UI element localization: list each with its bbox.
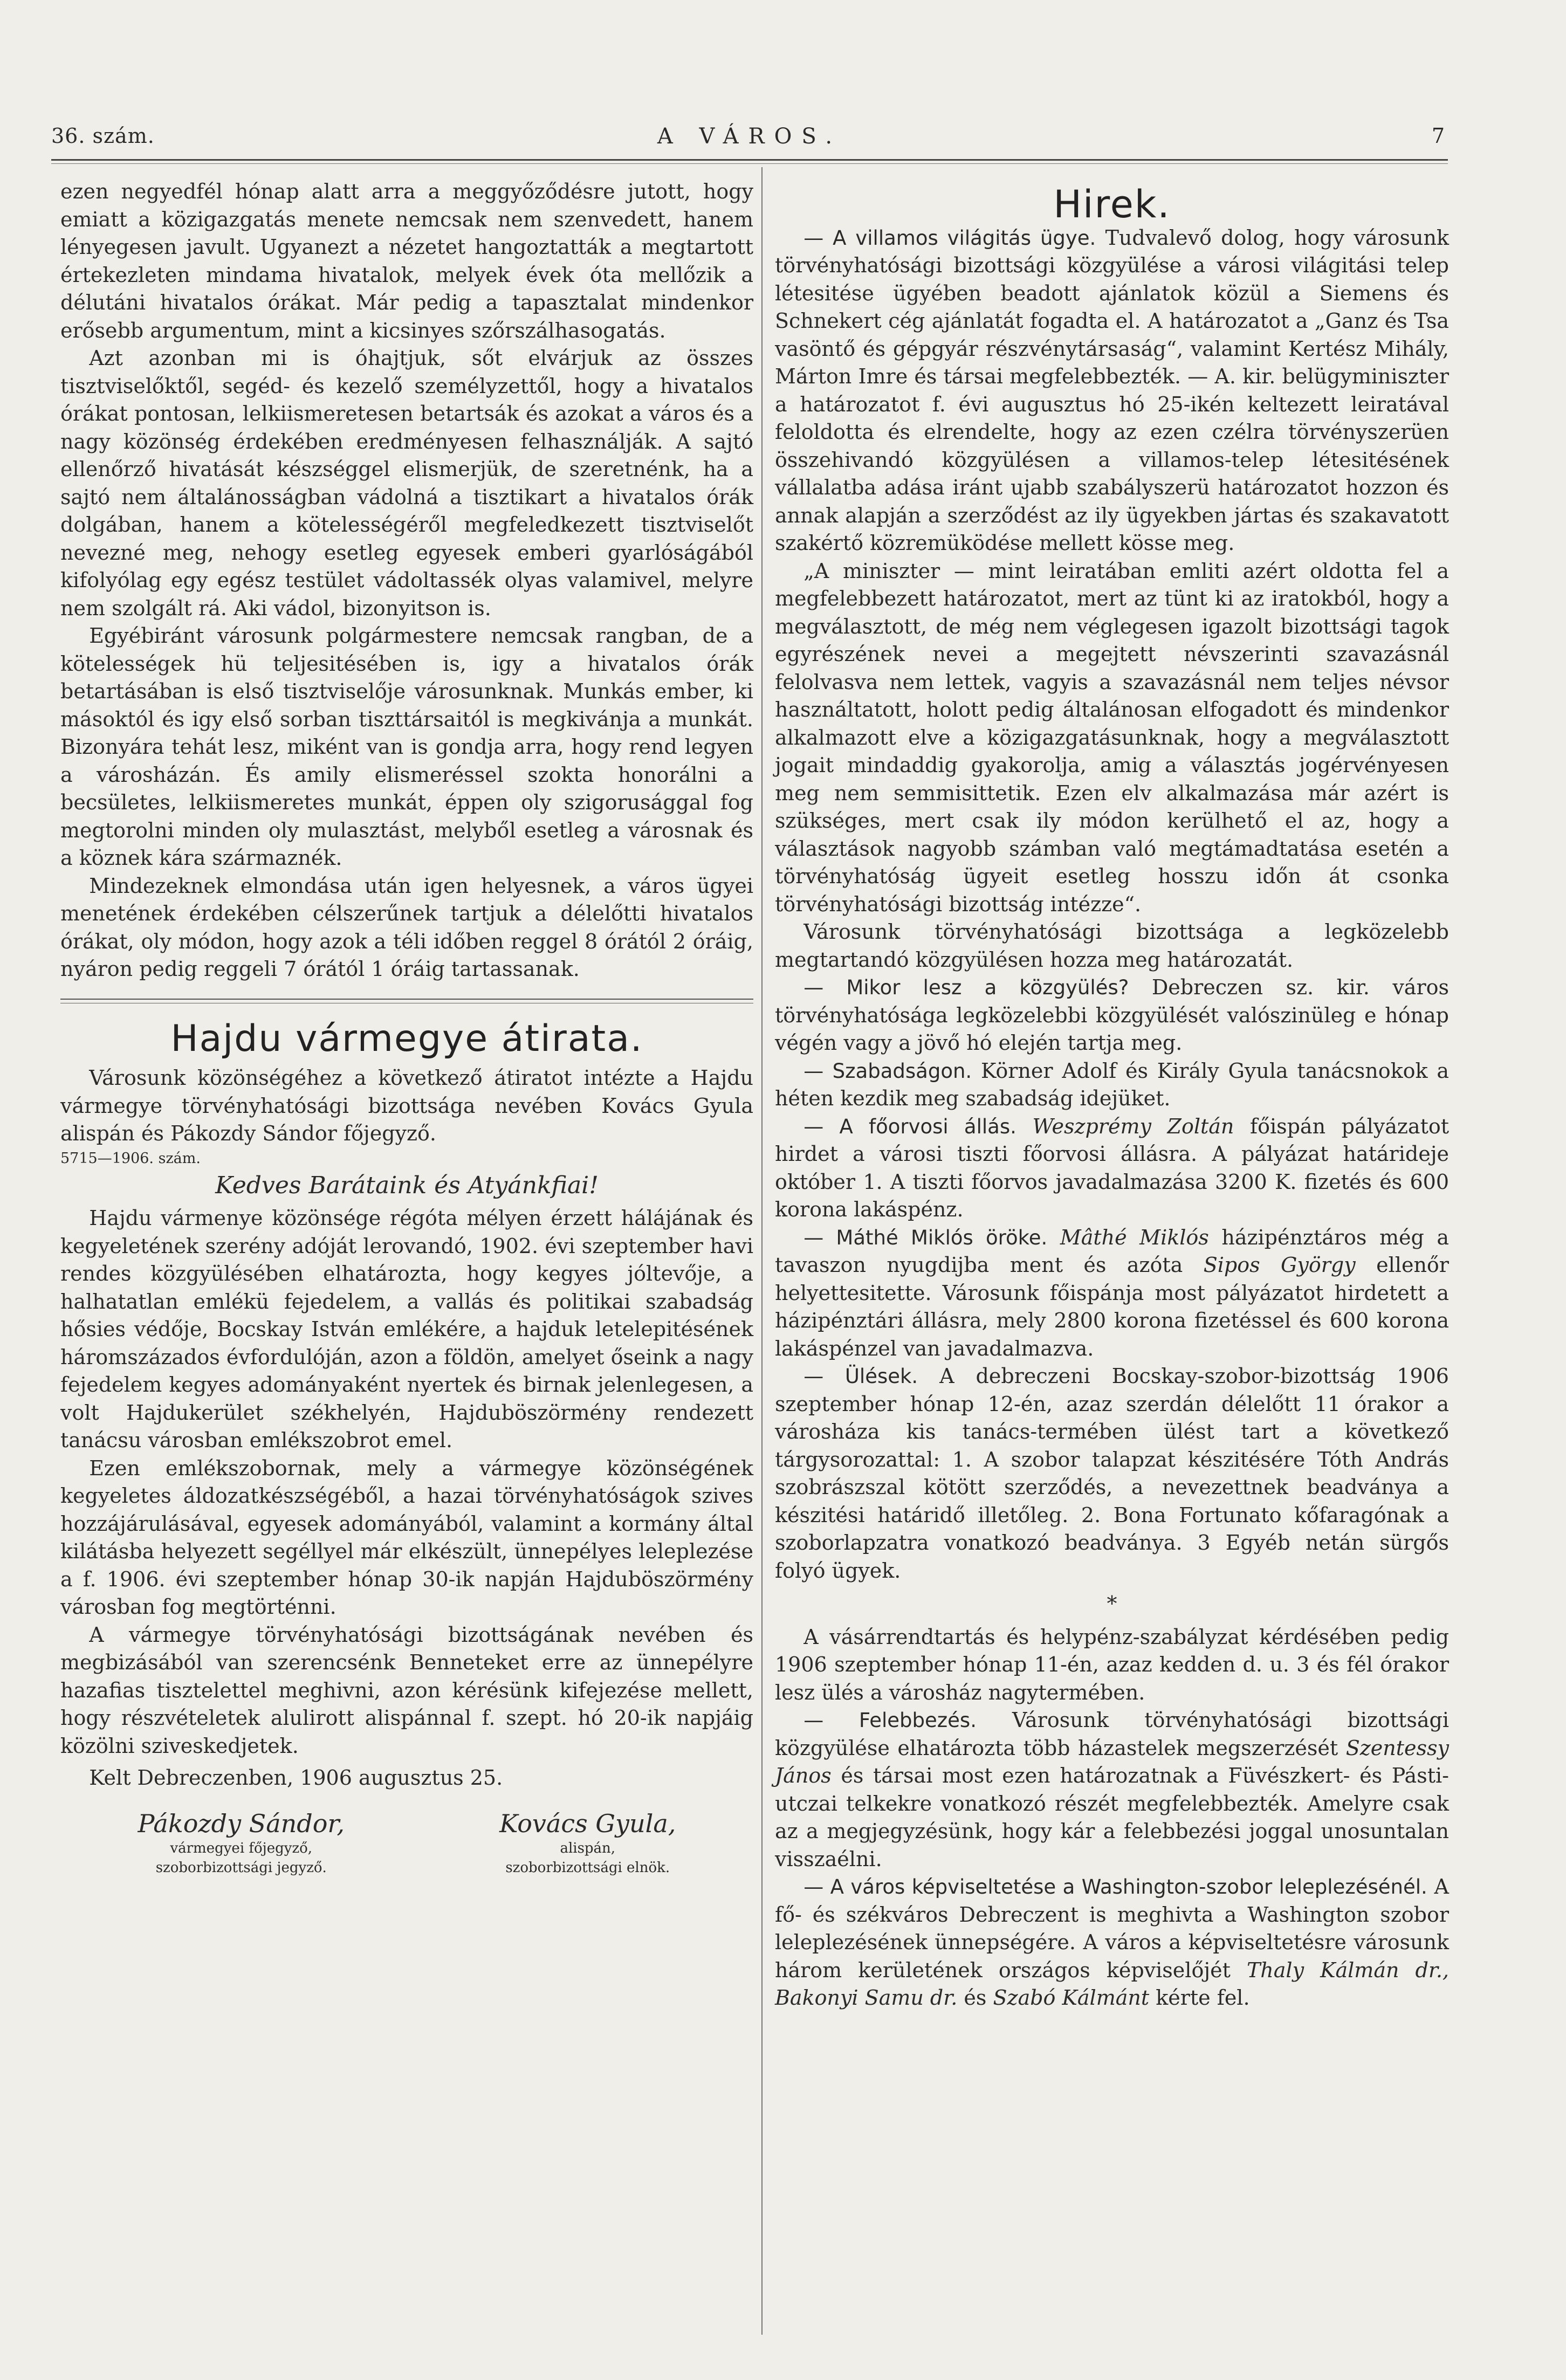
signature-role: szoborbizottsági elnök.	[505, 1859, 670, 1876]
news-heading: — Mikor lesz a közgyülés?	[803, 976, 1129, 999]
article-paragraph: Városunk közönségéhez a következő átiratot intézte a Hajdu vármegye törvényhatósági bizottsága nevében Kovács Gyula alispán és Pákozdy Sándor főjegyző.	[60, 1066, 753, 1145]
news-item-ulesek	[775, 1363, 1449, 1585]
signature-role: szoborbizottsági jegyző.	[155, 1859, 327, 1876]
news-text: ellenőr helyettesitette. Városunk főispánja most pályázatot hirdetett a házipénztári állásra, mely 2800 korona fizetéssel és 600 korona lakáspénzel van javadalmazva.	[775, 1253, 1449, 1360]
person-name: Sipos György	[1203, 1253, 1356, 1277]
article-paragraph: Azt azonban mi is óhajtjuk, sőt elvárjuk az összes tisztviselőktől, segéd- és kezelő személyzettől, hogy a hivatalos órákat pontosan, lelkiismeretesen betartsák és azokat a város és a nagy közönség érdekében eredményesen felhasználják. A sajtó ellenőrző hivatását készséggel elismerjük, de szeretnénk, ha a sajtó nem általánosságban vádolná a tisztikart a hivatalos órák dolgában, hanem a kötelességéről megfeledkezett tisztviselőt nevezné meg, nehogy esetleg egyesek emberi gyarlóságából kifolyólag egy egész testület vádoltassék olyas valamivel, melyre nem szolgált rá. Aki vádol, bizonyitson is.	[60, 346, 753, 620]
section-title-hajdu: Hajdu vármegye átirata.	[170, 1017, 643, 1060]
person-name: Szabó Kálmánt	[993, 1986, 1150, 2010]
news-paragraph: Városunk törvényhatósági bizottsága a legközelebb megtartandó közgyülésen hozza meg határozatát.	[775, 920, 1449, 972]
right-column	[775, 178, 1449, 2012]
news-title: Hirek.	[1053, 182, 1171, 226]
person-name: Weszprémy Zoltán	[1032, 1114, 1234, 1138]
news-paragraph: „A miniszter — mint leiratában emliti azért oldotta fel a megfelebbezett határozatot, mert az tünt ki az iratokból, hogy a megválasztott, de még nem véglegesen igazolt bizottsági tagok egyrészének nevei a megejtett névszerinti szavazásnál felolvasva nem lettek, vagyis a szavazásnál nem teljes névsor használtatott, holott pedig általánosan elfogadott és mindenkor alkalmazott elve a közigazgatásunknak, hogy a megválasztott jogait mindaddig gyakorolja, amig a választás jogérvényesen meg nem semmisittetik. Ezen elv alkalmazása már azért is szükséges, mert csak ily módon kerülhető el az, hogy a választások nagyobb számban való megtámadtatása esetén a törvényhatóság ügyeit esetleg hosszu időn át csonka törvényhatósági bizottság intézze“.	[775, 559, 1449, 916]
signature-name: Kovács Gyula,	[499, 1808, 676, 1838]
article-paragraph: Ezen emlékszobornak, mely a vármegye közönségének kegyeletes áldozatkészségéből, a hazai törvényhatóságok szives hozzájárulásával, egyesek adományából, valamint a kormány által kilátásba helyezett segéllyel már elkészült, ünnepélyes leleplezése a f. 1906. évi szeptember hónap 30-ik napján Hajduböszörmény városban fog megtörténni.	[60, 1456, 753, 1619]
news-heading: — Szabadságon.	[803, 1059, 972, 1083]
news-text: és társai most ezen határozatnak a Füvészkert- és Pásti-utczai telkekre vonatkozó részét megfelebbezték. Amelyre csak az a megjegyzésünk, hogy kár a felebbezési joggal unosuntalan visszaélni.	[775, 1764, 1449, 1871]
article-paragraph: Egyébiránt városunk polgármestere nemcsak rangban, de a kötelességek hü teljesitésében is, igy a hivatalos órák betartásában is első tisztviselője városunknak. Munkás ember, ki másoktól és igy első sorban tiszttársaitól is megkivánja a munkát. Bizonyára tehát lesz, miként van is gondja arra, hogy rend legyen a városházán. És amily elismeréssel szokta honorálni a becsületes, lelkiismeretes munkát, éppen oly szigorusággal fog megtorolni minden oly mulasztást, melyből esetleg a városnak és a köznek kára származnék.	[60, 624, 753, 870]
news-text: A fő- és székváros Debreczent is meghivta a Washington szobor leleplezésének ünnepségére. A város a képviseltetésre városunk három kerületének országos képviselőjét	[775, 1875, 1449, 1982]
signatures	[60, 1808, 753, 1877]
signature-kovacs	[499, 1808, 676, 1877]
page-number: 7	[1431, 124, 1448, 148]
news-item-szabad	[775, 1057, 1449, 1113]
column-divider	[761, 167, 763, 2335]
news-item-mikor	[775, 974, 1449, 1057]
news-text: Tudvalevő dolog, hogy városunk törvényhatósági bizottsági közgyülése a városi világitási telep létesitése ügyében beadott ajánlatok közül a Siemens és Schnekert cég ajánlatát fogadta el. A határozatot a „Ganz és Tsa vasöntő és gépgyár részvénytársaság“, valamint Kertész Mihály, Márton Imre és társai megfelebbezték. — A. kir. belügyminiszter a határozatot f. évi augusztus hó 25-ikén keltezett leiratával feloldotta és elrendelte, hogy az ezen czélra törvényszerüen összehivandó közgyülésen a villamos-telep létesitésének vállalatba adása iránt ujabb szabályszerü határozatot hozzon és annak alapján a szerződést az ily ügyekben jártas és szakavatott szakértő közremüködése mellett kösse meg.	[775, 225, 1449, 555]
news-heading: — Ülések.	[803, 1365, 918, 1388]
page-header	[51, 124, 1448, 162]
signature-role: alispán,	[560, 1840, 616, 1856]
news-text: házipénztáros még a tavaszon nyugdijba ment és azóta	[775, 1225, 1449, 1277]
news-text: Városunk törvényhatósági bizottsági közgyülése elhatározta több házastelek megszerzését	[775, 1708, 1449, 1760]
news-paragraph: A vásárrendtartás és helypénz-szabályzat kérdésében pedig 1906 szeptember hónap 11-én, azaz kedden d. u. 3 és fél órakor lesz ülés a városház nagytermében.	[775, 1625, 1449, 1704]
news-item-villamos	[775, 224, 1449, 558]
newspaper-title: A VÁROS.	[657, 124, 842, 149]
news-heading: — A város képviseltetése a Washington-szobor leleplezésénél.	[803, 1875, 1427, 1899]
news-heading: — A villamos világitás ügye.	[803, 226, 1096, 250]
signature-role: vármegyei főjegyző,	[170, 1840, 313, 1856]
header-rule	[51, 159, 1448, 161]
separator-star: *	[1107, 1592, 1117, 1615]
article-paragraph: Hajdu vármenye közönsége régóta mélyen érzett hálájának és kegyeletének szerény adóját lerovandó, 1902. évi szeptember havi rendes közgyülésében elhatározta, hogy kegyes jóltevője, a halhatatlan emlékü fejedelem, a vallás és politikai szabadság hősies védője, Bocskay István emlékére, a hajduk letelepitésének háromszázados évfordulóján, azon a földön, amelyet őseink a nagy fejedelem kegyes adományaként nyertek és birnak jelenlegesen, a volt Hajdukerület székhelyén, Hajduböszörmény rendezett tanácsu városban emlékszobrot emel.	[60, 1206, 753, 1452]
section-rule	[60, 999, 753, 1000]
person-name: Mâthé Miklós	[1060, 1225, 1209, 1249]
header-rule-thin	[51, 163, 1448, 164]
news-text: Körner Adolf és Király Gyula tanácsnokok a héten kezdik meg szabadság idejüket.	[775, 1058, 1449, 1110]
news-heading: — A főorvosi állás.	[803, 1115, 1016, 1138]
salutation: Kedves Barátaink és Atyánkfiai!	[215, 1171, 599, 1199]
signature-name: Pákozdy Sándor,	[138, 1808, 345, 1838]
person-name: Thaly Kálmán dr., Bakonyi Samu dr.	[775, 1958, 1449, 2010]
news-heading: — Máthé Miklós öröke.	[803, 1226, 1048, 1249]
news-text: és	[964, 1986, 987, 2010]
date-line: Kelt Debreczenben, 1906 augusztus 25.	[89, 1766, 503, 1790]
news-text: kérte fel.	[1156, 1986, 1250, 2010]
article-paragraph: A vármegye törvényhatósági bizottságának nevében és megbizásából van szerencsénk Benneteket erre az ünnepélyre hazafias tisztelettel meghivni, azon kérésünk kifejezése mellett, hogy részvételetek alulirott alispánnal f. szept. hó 20-ik napjáig közölni sziveskedjetek.	[60, 1622, 753, 1758]
news-heading: — Felebbezés.	[803, 1709, 977, 1732]
article-paragraph: ezen negyedfél hónap alatt arra a meggyőződésre jutott, hogy emiatt a közigazgatás menete nemcsak nem szenvedett, hanem lényegesen javult. Ugyanezt a nézetet hangoztatták a megtartott értekezleten mindama hivatalok, melyek évek óta mellőzik a délutáni hivatalos órákat. Már pedig a tapasztalat mindenkor erősebb argumentum, mint a kicsinyes szőrszálhasogatás.	[60, 180, 753, 342]
news-item-foorvosi	[775, 1113, 1449, 1224]
news-text: A debreczeni Bocskay-szobor-bizottság 1906 szeptember hónap 12-én, azaz szerdán délelőtt 11 órakor a városháza kis tanács-termében ülést tart a következő tárgysorozattal: 1. A szobor talapzat készitésére Tóth András szobrászszal kötött szerződés, a nevezettnek beadványa a készitési határidő illetőleg. 2. Bona Fortunato kőfaragónak a szoborlapzatra vonatkozó beadványa. 3 Egyéb netán sürgős folyó ügyek.	[775, 1364, 1449, 1583]
signature-pakozdy	[138, 1808, 345, 1877]
news-text: Debreczen sz. kir. város törvényhatósága legközelebbi közgyülését valószinüleg e hónap végén vagy a jövő hó elején tartja meg.	[775, 975, 1449, 1055]
news-text: főispán pályázatot hirdet a városi tiszti főorvosi állásra. A pályázat határideje október 1. A tiszti főorvos javadalmazása 3200 K. fizetés és 600 korona lakáspénz.	[775, 1114, 1449, 1221]
left-column	[60, 178, 753, 1877]
reference-number: 5715—1906. szám.	[60, 1150, 201, 1167]
issue-number: 36. szám.	[51, 124, 155, 148]
news-item-washington	[775, 1873, 1449, 2012]
news-item-mathe	[775, 1224, 1449, 1363]
article-paragraph: Mindezeknek elmondása után igen helyesnek, a város ügyei menetének érdekében célszerűnek tartjuk a délelőtti hivatalos órákat, oly módon, hogy azok a téli időben reggel 8 órától 2 óráig, nyáron pedig reggeli 7 órától 1 óráig tartassanak.	[60, 873, 753, 981]
person-name: Szentessy János	[775, 1736, 1449, 1787]
news-item-feleb	[775, 1707, 1449, 1873]
